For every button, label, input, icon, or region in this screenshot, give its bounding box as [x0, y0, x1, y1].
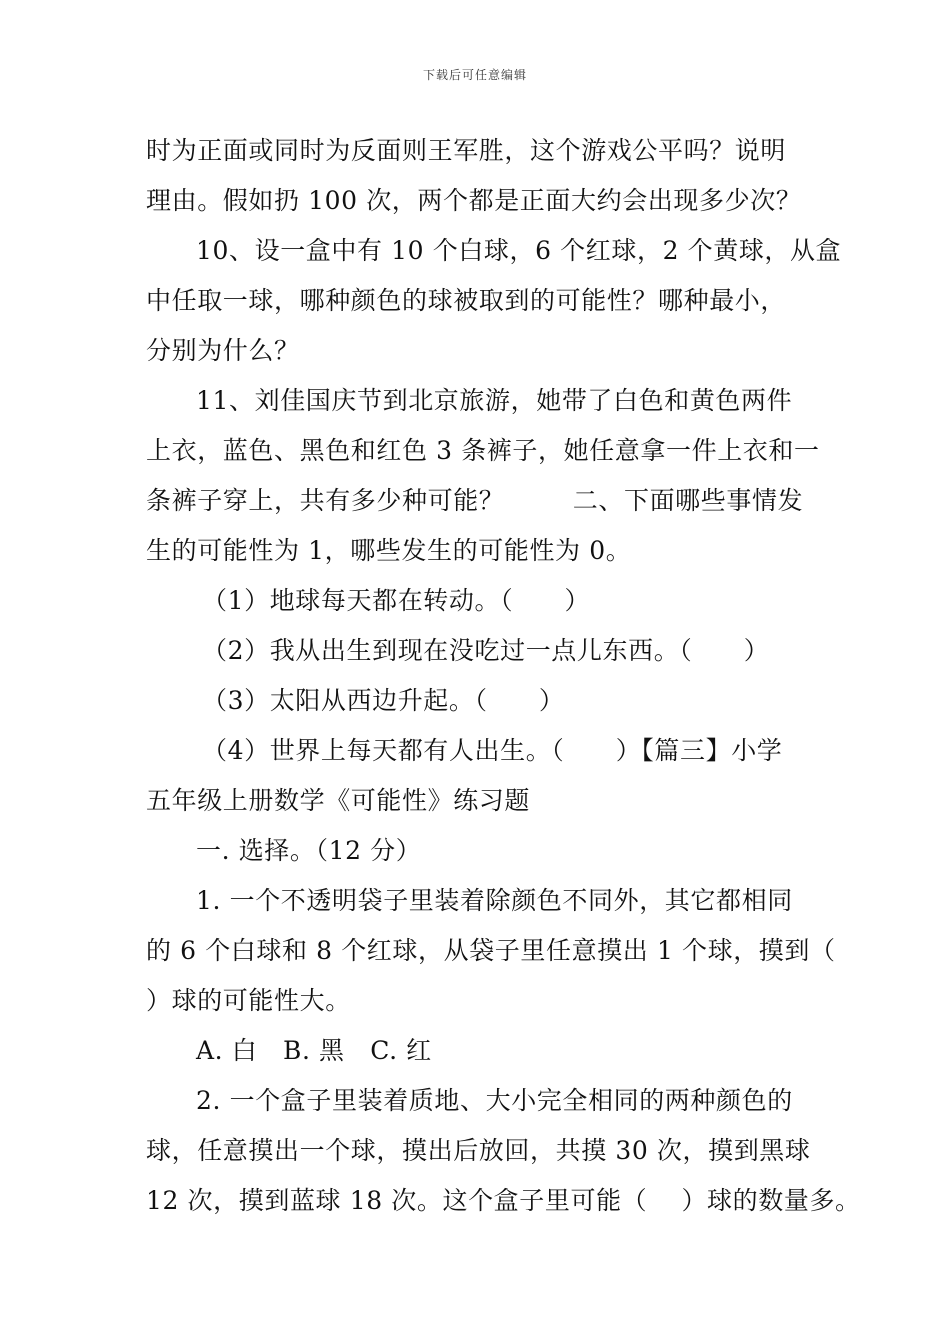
text-line: 条裤子穿上，共有多少种可能？ 二、下面哪些事情发	[146, 486, 804, 515]
item-2: （2）我从出生到现在没吃过一点儿东西。（ ）	[202, 636, 770, 665]
text-line: 12 次，摸到蓝球 18 次。这个盒子里可能（ ）球的数量多。	[146, 1186, 861, 1215]
choice-question-1: 1. 一个不透明袋子里装着除颜色不同外，其它都相同	[196, 886, 793, 915]
item-4: （4）世界上每天都有人出生。（ ）【篇三】小学	[202, 736, 783, 765]
document-body	[146, 126, 861, 1226]
item-1: （1）地球每天都在转动。（ ）	[202, 586, 591, 615]
answer-options: A. 白 B. 黑 C. 红	[196, 1036, 432, 1065]
question-10: 10、设一盒中有 10 个白球，6 个红球，2 个黄球，从盒	[196, 236, 842, 265]
page-header: 下载后可任意编辑	[422, 68, 527, 82]
text-line: ）球的可能性大。	[146, 986, 351, 1015]
text-line: 生的可能性为 1，哪些发生的可能性为 0。	[146, 536, 632, 565]
text-line: 理由。假如扔 100 次，两个都是正面大约会出现多少次？	[146, 186, 802, 215]
text-line: 上衣，蓝色、黑色和红色 3 条裤子，她任意拿一件上衣和一	[146, 436, 820, 465]
text-line: 球，任意摸出一个球，摸出后放回，共摸 30 次，摸到黑球	[146, 1136, 811, 1165]
question-11: 11、刘佳国庆节到北京旅游，她带了白色和黄色两件	[196, 386, 793, 415]
text-line: 时为正面或同时为反面则王军胜，这个游戏公平吗？说明	[146, 136, 787, 165]
text-line: 五年级上册数学《可能性》练习题	[146, 786, 531, 815]
text-line: 的 6 个白球和 8 个红球，从袋子里任意摸出 1 个球，摸到（	[146, 936, 836, 965]
text-line: 分别为什么？	[146, 336, 300, 365]
text-line: 中任取一球，哪种颜色的球被取到的可能性？哪种最小，	[146, 286, 787, 315]
section-title: 一. 选择。（12 分）	[196, 836, 422, 865]
choice-question-2: 2. 一个盒子里装着质地、大小完全相同的两种颜色的	[196, 1086, 793, 1115]
item-3: （3）太阳从西边升起。（ ）	[202, 686, 565, 715]
